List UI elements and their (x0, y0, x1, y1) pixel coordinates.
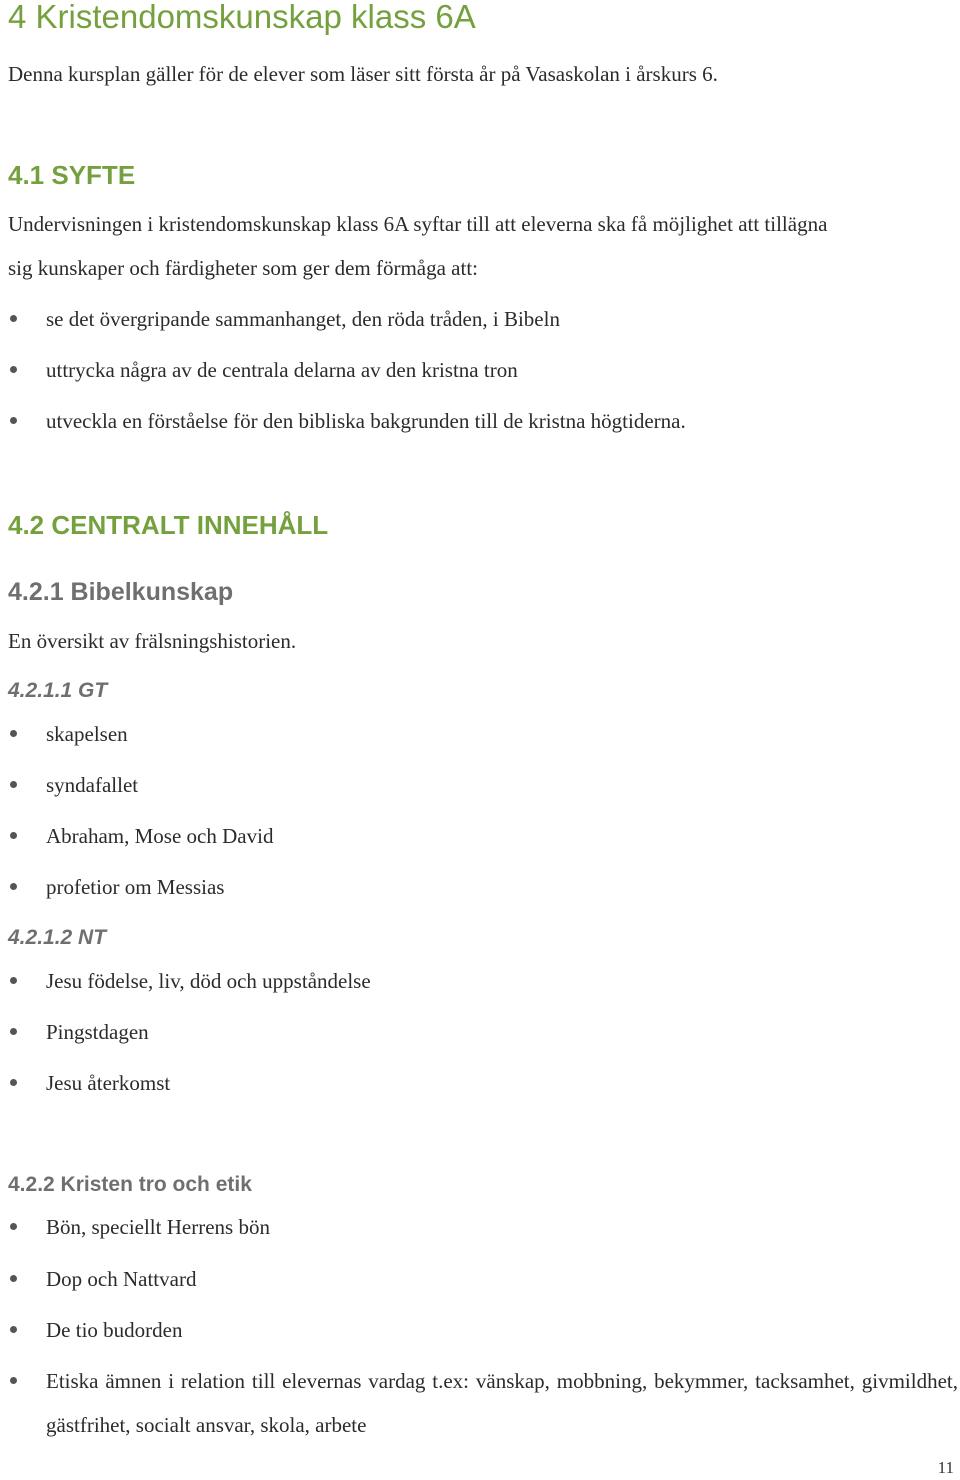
section-heading-syfte: 4.1 SYFTE (8, 160, 136, 190)
bibelkunskap-text: En översikt av frälsningshistorien. (8, 629, 297, 653)
bullet-icon (10, 1223, 17, 1230)
page-number: 11 (937, 1458, 954, 1477)
syfte-text-line-2: sig kunskaper och färdigheter som ger dem förmåga att: (8, 256, 479, 280)
bullet-icon (10, 832, 17, 839)
bullet-icon (10, 730, 17, 737)
bullet-icon (10, 1028, 17, 1035)
bullet-icon (10, 315, 17, 322)
page-title: 4 Kristendomskunskap klass 6A (8, 0, 476, 35)
bullet-icon (10, 977, 17, 984)
intro-text: Denna kursplan gäller för de elever som läser sitt första år på Vasaskolan i årskurs 6. (8, 62, 718, 86)
subheading-nt: 4.2.1.2 NT (8, 926, 107, 949)
subheading-gt: 4.2.1.1 GT (8, 679, 108, 702)
bullet-icon (10, 417, 17, 424)
syfte-text-line-1: Undervisningen i kristendomskunskap klass 6A syftar till att eleverna ska få möjlighet att tillägna (8, 212, 828, 236)
bullet-icon (10, 1326, 17, 1333)
bullet-icon (10, 781, 17, 788)
bullet-icon (10, 1079, 17, 1086)
bullet-icon (10, 883, 17, 890)
bullet-icon (10, 366, 17, 373)
bullet-icon (10, 1377, 17, 1384)
bullet-icon (10, 1275, 17, 1282)
document-page: 4 Kristendomskunskap klass 6A Denna kursplan gäller för de elever som läser sitt första år på Vasaskolan i årskurs 6. 4.1 SYFTE Undervisningen i kristendomskunskap klass 6A syftar till att eleverna ska få möjlighet att tillägna sig kunskaper och färdigheter som ger dem förmåga att: se det övergripande sammanhanget, den röda tråden, i Bibeln uttrycka några av de centrala delarna av den kristna tron utveckla en förståelse för den bibliska bakgrunden till de kristna högtiderna. 4.2 CENTRALT INNEHÅLL 4.2.1 Bibelkunskap En översikt av frälsningshistorien. 4.2.1.1 GT skapelsen syndafallet Abraham, Mose och David profetior om Messias 4.2.1.2 NT Jesu födelse, liv, död och uppståndelse Pingstdagen Jesu återkomst 4.2.2 Kristen tro och etik Bön, speciellt Herrens bön Dop och Nattvard De tio budorden Etiska ämnen i relation till elevernas vardag t.ex: vänskap, mobbning, bekymmer, tacksamhet, givmildhet, gästfrihet, socialt ansvar, skola, arbete 11 (8, 0, 958, 1477)
subsection-heading-bibelkunskap: 4.2.1 Bibelkunskap (8, 578, 234, 606)
section-heading-centralt: 4.2 CENTRALT INNEHÅLL (8, 510, 329, 540)
subsection-heading-etik: 4.2.2 Kristen tro och etik (8, 1173, 252, 1196)
